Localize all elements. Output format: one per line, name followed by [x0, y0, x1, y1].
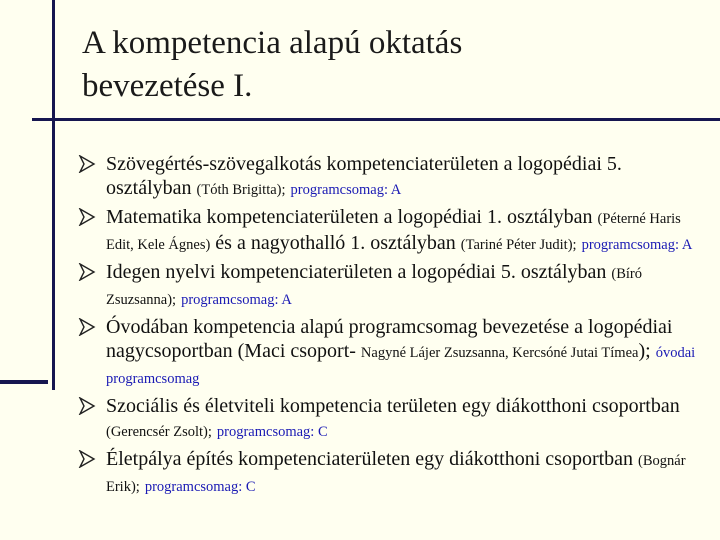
list-item [78, 152, 708, 202]
bullet-author: Nagyné Lájer Zsuzsanna, Kercsóné Jutai Tímea [360, 345, 639, 361]
list-item [78, 260, 708, 312]
bullet-text: Idegen nyelvi kompetenciaterületen a logopédiai 5. osztályban [106, 261, 607, 283]
vertical-rule [52, 0, 55, 390]
arrowhead-bullet-icon [78, 397, 96, 415]
bullet-author: (Gerencsér Zsolt); [106, 424, 212, 440]
bullet-text: Szövegértés-szövegalkotás kompetenciaterületen a logopédiai 5. osztályban [106, 153, 622, 199]
title-underline [32, 118, 720, 121]
bullet-text: Életpálya építés kompetenciaterületen egy diákotthoni csoportban [106, 448, 634, 470]
bullet-author: (Péterné Haris Edit, Kele Ágnes) [106, 211, 681, 253]
title-line-1: A kompetencia alapú oktatás [82, 25, 463, 61]
bullet-list [78, 152, 708, 502]
bullet-text-continued: és a nagyothalló 1. osztályban [215, 232, 456, 254]
bullet-author: (Bíró Zsuzsanna); [106, 266, 642, 308]
arrowhead-bullet-icon [78, 450, 96, 468]
title-line-2: bevezetése I. [82, 68, 253, 104]
bullet-author: (Tóth Brigitta); [196, 182, 286, 198]
bullet-package: óvodai programcsomag [106, 345, 696, 387]
bullet-package: programcsomag: A [290, 182, 402, 198]
bullet-author-2: (Tariné Péter Judit); [460, 237, 577, 253]
list-item [78, 447, 708, 499]
slide-title [82, 22, 462, 108]
bullet-text: Óvodában kompetencia alapú programcsomag bevezetése a logopédiai nagycsoportban (Maci csoport- [106, 316, 673, 362]
arrowhead-bullet-icon [78, 318, 96, 336]
list-item [78, 394, 708, 444]
vertical-rule-accent [0, 380, 48, 384]
bullet-close: ); [638, 340, 651, 362]
bullet-author: (Bognár Erik); [106, 453, 686, 495]
bullet-package: programcsomag: A [581, 237, 693, 253]
bullet-package: programcsomag: C [144, 479, 256, 495]
arrowhead-bullet-icon [78, 263, 96, 281]
bullet-text: Matematika kompetenciaterületen a logopédiai 1. osztályban [106, 206, 593, 228]
arrowhead-bullet-icon [78, 208, 96, 226]
arrowhead-bullet-icon [78, 155, 96, 173]
bullet-package: programcsomag: A [181, 292, 292, 308]
list-item [78, 315, 708, 391]
bullet-text: Szociális és életviteli kompetencia területen egy diákotthoni csoportban [106, 395, 680, 417]
bullet-package: programcsomag: C [216, 424, 328, 440]
list-item [78, 205, 708, 257]
